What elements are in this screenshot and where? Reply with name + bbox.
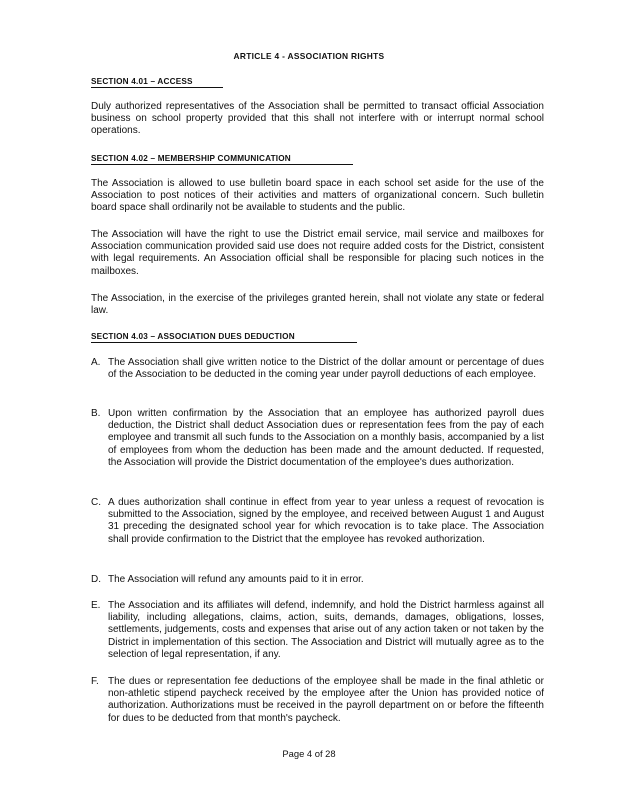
list-item bbox=[91, 497, 544, 546]
list-item-text: Upon written confirmation by the Association that an employee has authorized payroll dues deduction, the District shall deduct Association dues or representation fees from the pay of each employee and transmit all such funds to the Association on a monthly basis, accompanied by a list of employees from whom the deduction has been made and the amount deducted. If requested, the Association will provide the District documentation of the employee's dues authorization. bbox=[108, 408, 544, 468]
list-item bbox=[91, 408, 544, 469]
list-marker: A. bbox=[91, 357, 101, 368]
list-item-text: The dues or representation fee deductions of the employee shall be made in the final athletic or non-athletic stipend paycheck received by the employee after the Union has provided notice of authorization. Authorizations must be received in the payroll department on or before the fifteenth for dues to be deducted from that month's paycheck. bbox=[108, 676, 544, 724]
list-item-text: The Association shall give written notice to the District of the dollar amount or percentage of dues of the Association to be deducted in the coming year under payroll deductions of each employee. bbox=[108, 357, 544, 381]
list-marker: F. bbox=[91, 676, 99, 687]
list-item bbox=[91, 600, 544, 661]
list-marker: E. bbox=[91, 600, 101, 611]
paragraph-access: Duly authorized representatives of the Association shall be permitted to transact official Association business on school property provided that this shall not interfere with or interrupt normal school operations. bbox=[91, 101, 544, 137]
paragraph-email-mailboxes: The Association will have the right to use the District email service, mail service and mailboxes for Association communication provided said use does not require added costs for the District, consistent with legal requirements. An Association official shall be responsible for placing such notices in the mailboxes. bbox=[91, 229, 544, 277]
list-item bbox=[91, 574, 544, 586]
article-title: ARTICLE 4 - ASSOCIATION RIGHTS bbox=[233, 51, 385, 61]
list-marker: B. bbox=[91, 408, 101, 419]
list-item bbox=[91, 676, 544, 725]
list-marker: D. bbox=[91, 574, 101, 585]
section-heading-membership-communication: SECTION 4.02 – MEMBERSHIP COMMUNICATION bbox=[91, 154, 353, 165]
paragraph-privileges: The Association, in the exercise of the privileges granted herein, shall not violate any state or federal law. bbox=[91, 293, 544, 317]
list-item-text: A dues authorization shall continue in effect from year to year unless a request of revocation is submitted to the Association, signed by the employee, and received between August 1 and August 31 preceding the designated school year for which revocation is to take place. The Association shall provide confirmation to the District that the employee has revoked authorization. bbox=[108, 497, 544, 545]
paragraph-bulletin-board: The Association is allowed to use bulletin board space in each school set aside for the use of the Association to post notices of their activities and matters of organizational concern. Such bulletin board space shall ordinarily not be available to students and the public. bbox=[91, 178, 544, 214]
section-heading-access: SECTION 4.01 – ACCESS bbox=[91, 77, 223, 88]
list-item-text: The Association will refund any amounts paid to it in error. bbox=[108, 574, 364, 585]
section-heading-dues-deduction: SECTION 4.03 – ASSOCIATION DUES DEDUCTION bbox=[91, 332, 357, 343]
page-number: Page 4 of 28 bbox=[282, 748, 336, 759]
list-item bbox=[91, 357, 544, 381]
list-item-text: The Association and its affiliates will defend, indemnify, and hold the District harmless against all liability, including allegations, claims, action, suits, demands, damages, obligations, losses, settlements, judgements, costs and expenses that arise out of any action taken or not taken by the District in implementation of this section. The Association and District will mutually agree as to the selection of legal representation, if any. bbox=[108, 600, 544, 660]
list-marker: C. bbox=[91, 497, 101, 508]
